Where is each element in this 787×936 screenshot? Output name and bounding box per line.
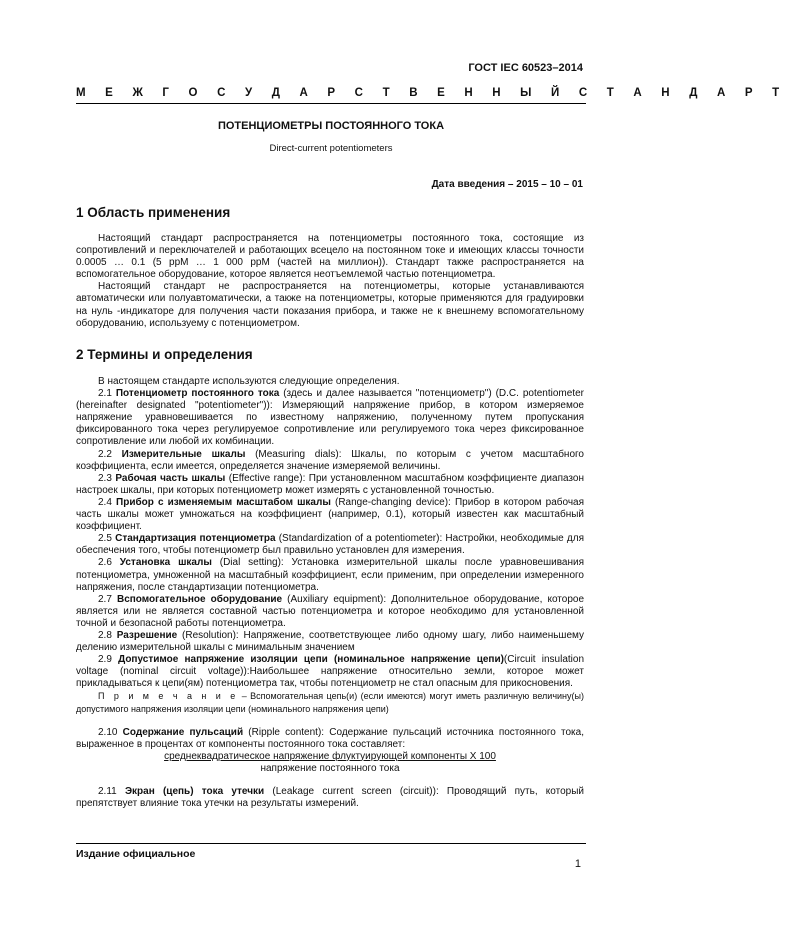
definition-2-5: 2.5 Стандартизация потенциометра (Standardization of a potentiometer): Настройки, необходимые для обеспечения того, чтобы потенциометр был правильно установлен для измерения. <box>76 533 585 557</box>
top-divider <box>76 103 586 104</box>
formula-denominator: напряжение постоянного тока <box>260 762 400 774</box>
definition-2-4: 2.4 Прибор с изменяемым масштабом шкалы (Range-changing device): Прибор в котором рабочая часть шкалы может умножаться на коэффициент (например, 0.1), который известен как масштабный коэффициент. <box>76 496 585 533</box>
paragraph: Настоящий стандарт распространяется на потенциометры постоянного тока, состоящие из сопротивлений и переключателей и работающих всецело на постоянном токе и имеющих классы точности 0.0005 … 0.1 (5 ppM … 1 000 ppM (частей на миллион)). Стандарт также распространяется на вспомогательное оборудование, которое является неотъемлемой частью потенциометра. <box>76 233 584 281</box>
section-2-heading: 2 Термины и определения <box>76 347 253 362</box>
standard-number: ГОСТ IEC 60523–2014 <box>468 62 583 74</box>
definition-2-8: 2.8 Разрешение (Resolution): Напряжение, соответствующее либо одному шагу, либо наименьшему делению измерительной шкалы с минимальным значением <box>76 629 584 654</box>
paragraph: В настоящем стандарте используются следующие определения. <box>98 376 400 387</box>
note: П р и м е ч а н и е – Вспомогательная цепь(и) (если имеются) могут иметь различную величину(ы) допустимого напряжения изоляции цепи (номинального напряжения цепи) <box>76 691 584 714</box>
section-1-body <box>76 233 584 330</box>
section-2-body <box>76 376 584 810</box>
formula-numerator: среднеквадратическое напряжение флуктуирующей компоненты X 100 <box>164 750 496 762</box>
document-subtitle: Direct-current potentiometers <box>269 143 393 154</box>
section-1-heading: 1 Область применения <box>76 205 231 220</box>
introduction-date: Дата введения – 2015 – 10 – 01 <box>431 179 583 190</box>
definition-2-9: 2.9 Допустимое напряжение изоляции цепи (номинальное напряжение цепи)(Circuit insulation voltage (nominal circuit voltage)):Наибольшее напряжение относительно земли, которое может прикладываться к цепи(ям) потенциометра так, чтобы потенциометр не стал опасным для прикосновения. <box>76 654 584 690</box>
definition-2-7: 2.7 Вспомогательное оборудование (Auxiliary equipment): Дополнительное оборудование, которое является или не является составной частью потенциометра и которое необходимо для установленной точной и безопасной работы потенциометра. <box>76 593 585 629</box>
page-number: 1 <box>574 858 581 870</box>
definition-2-3: 2.3 Рабочая часть шкалы (Effective range): При установленном масштабном коэффициенте диапазон настроек шкалы, при которых потенциометр может измерять с установленной точностью. <box>76 472 584 496</box>
document-title: ПОТЕНЦИОМЕТРЫ ПОСТОЯННОГО ТОКА <box>217 120 445 132</box>
definition-2-11: 2.11 Экран (цепь) тока утечки (Leakage current screen (circuit)): Проводящий путь, который препятствует влияние тока утечки на результаты измерений. <box>76 786 584 810</box>
official-edition-label: Издание официальное <box>76 848 196 860</box>
definition-2-2: 2.2 Измерительные шкалы (Measuring dials): Шкалы, по которым с учетом масштабного коэффициента, если имеется, определяется значение измеряемой величины. <box>76 448 584 472</box>
definition-2-6: 2.6 Установка шкалы (Dial setting): Установка измерительной шкалы после уравновешивания потенциометра, умноженной на масштабный коэффициент, если применим, при определении измеренного напряжения, после стандартизации потенциометра. <box>76 557 585 593</box>
paragraph: Настоящий стандарт не распространяется на потенциометры, которые устанавливаются автоматически или полуавтоматически, а также на потенциометры, которые применяются для градуировки на нуль -индикаторе для получения части показания прибора, и также не к внешнему вспомогательному оборудованию, используему с потенциометром. <box>76 281 584 329</box>
interstate-standard-banner: М Е Ж Г О С У Д А Р С Т В Е Н Н Ы Й С Т А Н Д А Р Т <box>76 87 787 99</box>
definition-2-1: 2.1 Потенциометр постоянного тока (здесь и далее называется "потенциометр") (D.C. potentiometer (hereinafter designated "potentiometer")): Измеряющий напряжение прибор, в котором измеряемое напряжение уравновешивается по известному напряжению, полученному путем пропускания фиксированного тока через регулируемое сопротивление или регулируемого тока через фиксированное сопротивление или любой их комбинации. <box>76 388 584 448</box>
bottom-divider <box>76 843 586 844</box>
definition-2-10: 2.10 Содержание пульсаций (Ripple content): Содержание пульсаций источника постоянного тока, выраженное в процентах от компоненты постоянного тока составляет: <box>76 726 584 750</box>
